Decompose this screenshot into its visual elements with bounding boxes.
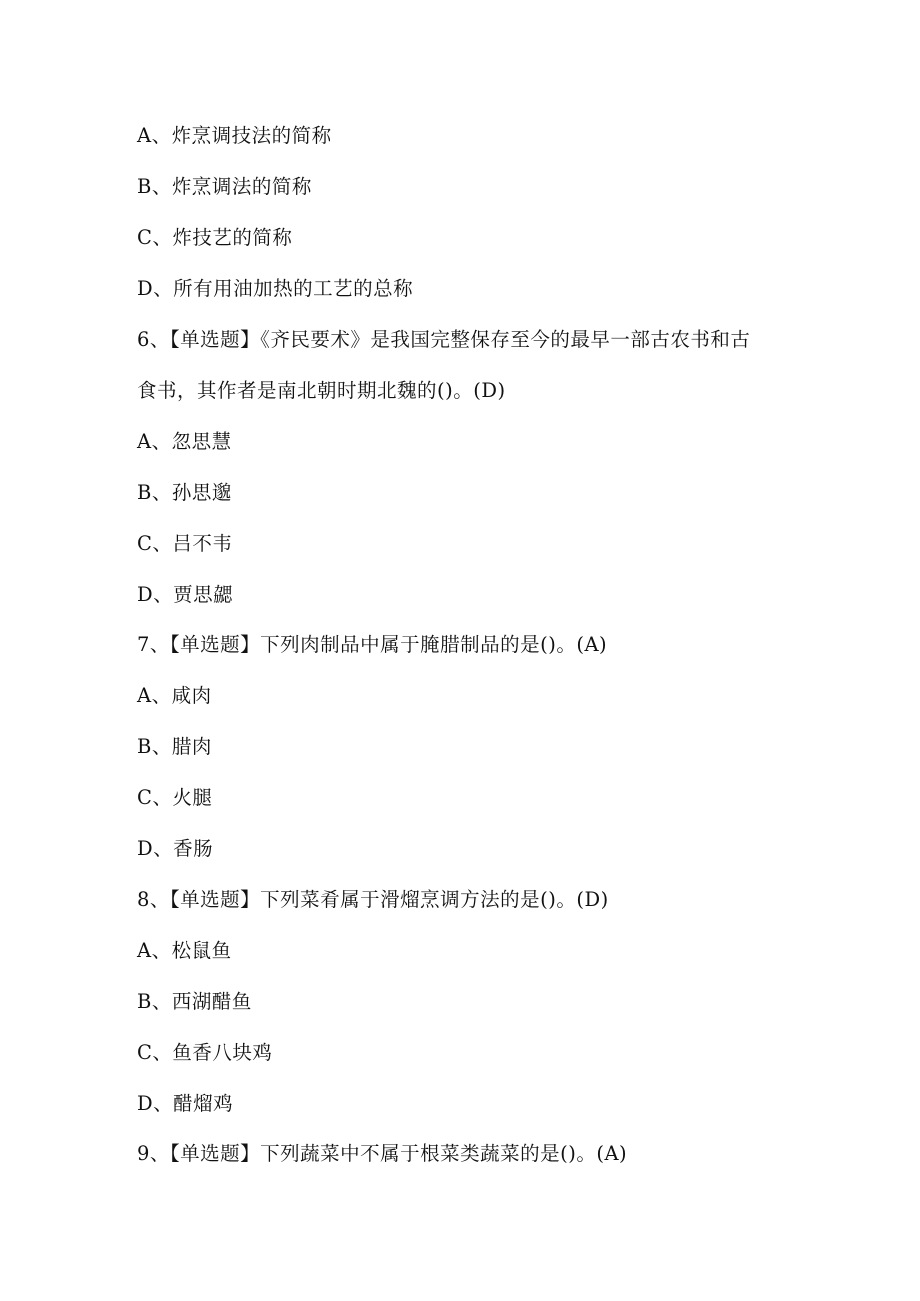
option-a-q8: A、松鼠鱼: [137, 939, 232, 962]
question-8: 8、【单选题】下列菜肴属于滑熘烹调方法的是()。(D): [137, 888, 609, 911]
question-7: 7、【单选题】下列肉制品中属于腌腊制品的是()。(A): [137, 633, 608, 656]
option-d-q7: D、香肠: [137, 837, 214, 860]
option-a-q7: A、咸肉: [137, 684, 212, 707]
option-c-q5: C、炸技艺的简称: [137, 226, 293, 249]
option-d-q5: D、所有用油加热的工艺的总称: [137, 277, 414, 300]
question-6-line-2: 食书，其作者是南北朝时期北魏的()。(D): [137, 379, 506, 402]
option-a-q5: A、炸烹调技法的简称: [137, 124, 332, 147]
question-9: 9、【单选题】下列蔬菜中不属于根菜类蔬菜的是()。(A): [137, 1142, 628, 1165]
option-b-q6: B、孙思邈: [137, 481, 232, 504]
option-c-q8: C、鱼香八块鸡: [137, 1041, 273, 1064]
option-c-q7: C、火腿: [137, 786, 213, 809]
option-d-q6: D、贾思勰: [137, 583, 234, 606]
option-d-q8: D、醋熘鸡: [137, 1092, 234, 1115]
option-b-q8: B、西湖醋鱼: [137, 990, 252, 1013]
option-a-q6: A、忽思慧: [137, 430, 232, 453]
question-6-line-1: 6、【单选题】《齐民要术》是我国完整保存至今的最早一部古农书和古: [137, 328, 751, 351]
option-b-q7: B、腊肉: [137, 735, 212, 758]
option-c-q6: C、吕不韦: [137, 532, 233, 555]
option-b-q5: B、炸烹调法的简称: [137, 175, 312, 198]
